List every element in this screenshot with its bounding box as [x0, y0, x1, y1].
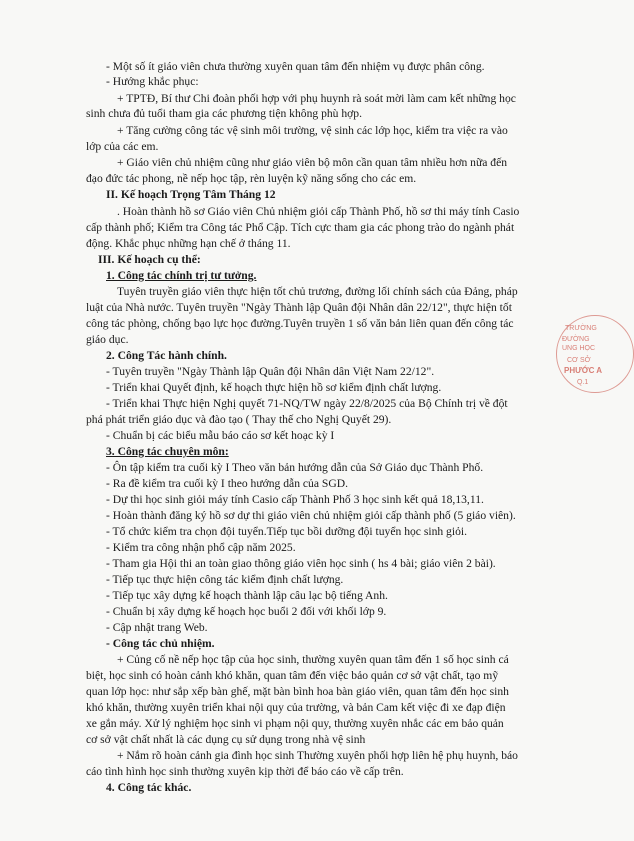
school-seal-stamp: TRƯỜNG ĐƯỜNG UNG HỌC CƠ SỞ PHƯỚC A Q.1	[556, 315, 634, 393]
text-line: - Chuẩn bị các biểu mẫu báo cáo sơ kết hoạc kỳ I	[106, 429, 335, 442]
text-line: phá phát triển giáo dục và đào tạo ( Thay thế cho Nghị Quyết 29).	[86, 413, 392, 426]
text-line: biệt, học sinh có hoàn cảnh khó khăn, quan tâm đến việc bảo quản cơ sở vật chất, tạo mỹ	[86, 669, 499, 682]
text-line: - Chuẩn bị xây dựng kế hoạch học buổi 2 đối với khối lớp 9.	[106, 605, 387, 618]
text-line: - Tổ chức kiểm tra chọn đội tuyển.Tiếp tục bồi dưỡng đội tuyển học sinh giỏi.	[106, 525, 467, 538]
text-line: + Tăng cường công tác vệ sinh môi trường, vệ sinh các lớp học, kiểm tra việc ra vào	[117, 124, 508, 137]
text-line: quan lớp học: như sắp xếp bàn ghế, mặt bàn bình hoa bàn giáo viên, quan tâm đến học sinh	[86, 685, 509, 698]
text-line: - Hoàn thành đăng ký hồ sơ dự thi giáo viên chủ nhiệm giỏi cấp thành phố (5 giáo viên).	[106, 509, 516, 522]
text-line: xe gắn máy. Xử lý nghiệm học sinh vi phạm nội quy, thường xuyên nhắc các em bảo quản	[86, 717, 504, 730]
text-line: luật của Nhà nước. Tuyên truyền "Ngày Thành lập Quân đội Nhân dân 22/12", thực hiện tốt	[86, 301, 512, 314]
section-heading: III. Kế hoạch cụ thể:	[98, 253, 201, 266]
text-line: + Củng cố nề nếp học tập của học sinh, thường xuyên quan tâm đến 1 số học sinh cá	[117, 653, 509, 666]
text-line: cơ sở vật chất nhất là các dụng cụ sử dụng trong nhà vệ sinh	[86, 733, 366, 746]
section-heading: II. Kế hoạch Trọng Tâm Tháng 12	[106, 188, 276, 201]
text-line: - Ra đề kiểm tra cuối kỳ I theo hướng dẫn của SGD.	[106, 477, 348, 490]
text-line: + Nắm rõ hoàn cảnh gia đình học sinh Thường xuyên phối hợp liên hệ phụ huynh, báo	[117, 749, 518, 762]
text-line: khó khăn, thường xuyên triển khai nội quy của trường, và bản Cam kết việc đi xe đạp điện	[86, 701, 506, 714]
text-line: - Ôn tập kiểm tra cuối kỳ I Theo văn bản hướng dẫn của Sở Giáo dục Thành Phố.	[106, 461, 484, 474]
text-line: - Triển khai Thực hiện Nghị quyết 71-NQ/TW ngày 22/8/2025 của Bộ Chính trị về đột	[106, 397, 508, 410]
text-line: - Tuyên truyền "Ngày Thành lập Quân đội Nhân dân Việt Nam 22/12".	[106, 365, 435, 378]
text-line: - Hướng khắc phục:	[106, 75, 199, 88]
text-line: sinh chưa đủ tuổi tham gia các phương tiện không phù hợp.	[86, 107, 362, 120]
text-line: - Tiếp tục xây dựng kế hoạch thành lập câu lạc bộ tiếng Anh.	[106, 589, 388, 602]
subsection-heading: 3. Công tác chuyên môn:	[106, 445, 229, 458]
text-line: - Dự thi học sinh giỏi máy tính Casio cấp Thành Phố 3 học sinh kết quả 18,13,11.	[106, 493, 484, 506]
text-line: - Triển khai Quyết định, kế hoạch thực hiện hồ sơ kiểm định chất lượng.	[106, 381, 442, 394]
text-line: - Cập nhật trang Web.	[106, 621, 208, 634]
text-line: lớp của các em.	[86, 140, 159, 153]
subsection-heading: 2. Công Tác hành chính.	[106, 349, 227, 362]
text-line: cấp thành phố; Kiểm tra Công tác Phổ Cập. Tích cực tham gia các phong trào do ngành phát	[86, 221, 515, 234]
text-line: + Giáo viên chủ nhiệm cũng như giáo viên bộ môn cần quan tâm nhiều hơn nữa đến	[117, 156, 508, 169]
text-line: cáo tình hình học sinh thường xuyên kịp thời để báo cáo về cấp trên.	[86, 765, 404, 778]
text-line: động. Khắc phục những hạn chế ở tháng 11.	[86, 237, 291, 250]
subsection-heading: 1. Công tác chính trị tư tưởng.	[106, 269, 257, 282]
text-line: - Kiểm tra công nhận phổ cập năm 2025.	[106, 541, 296, 554]
subsection-heading: - Công tác chủ nhiệm.	[106, 637, 215, 650]
text-line: Tuyên truyền giáo viên thực hiện tốt chủ trương, đường lối chính sách của Đảng, pháp	[117, 285, 518, 298]
text-line: - Tiếp tục thực hiện công tác kiểm định chất lượng.	[106, 573, 344, 586]
text-line: đạo đức tác phong, nề nếp học tập, rèn luyện kỹ năng sống cho các em.	[86, 172, 417, 185]
text-line: công tác phòng, chống bạo lực học đường.Tuyên truyền 1 số văn bản liên quan đến công tác	[86, 317, 514, 330]
text-line: giáo dục.	[86, 333, 129, 346]
text-line: + TPTĐ, Bí thư Chi đoàn phối hợp với phụ huynh rà soát mời làm cam kết những học	[117, 92, 516, 105]
text-line: - Tham gia Hội thi an toàn giao thông giáo viên học sinh ( hs 4 bài; giáo viên 2 bài).	[106, 557, 496, 570]
text-line: - Một số ít giáo viên chưa thường xuyên quan tâm đến nhiệm vụ được phân công.	[106, 60, 485, 73]
subsection-heading: 4. Công tác khác.	[106, 781, 192, 794]
text-line: . Hoàn thành hồ sơ Giáo viên Chủ nhiệm giỏi cấp Thành Phố, hồ sơ thi máy tính Casio	[117, 205, 520, 218]
